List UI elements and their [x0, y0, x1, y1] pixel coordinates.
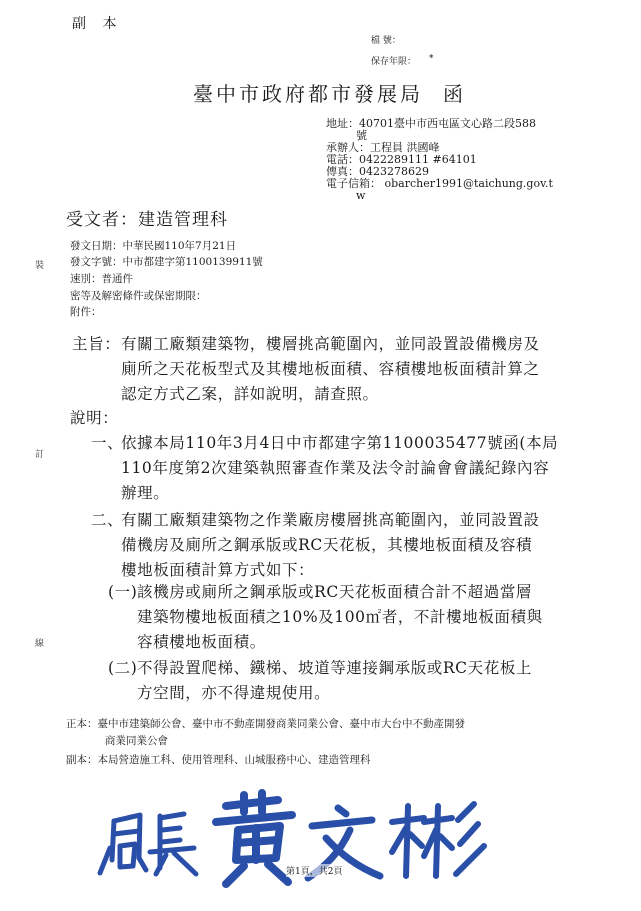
delivery-speed: 速別：普通件: [70, 273, 133, 285]
item-2-line: 樓地板面積計算方式如下：: [121, 561, 315, 579]
email-line-2: w: [356, 189, 366, 202]
signature-char-chang: [150, 814, 196, 874]
subject-line: 廁所之天花板型式及其樓地板面積、容積樓地板面積計算之: [121, 360, 540, 378]
signature-char-bin: [392, 804, 484, 876]
sub-item-2-line: 不得設置爬梯、鐵梯、坡道等連接鋼承版或RC天花板上: [137, 659, 533, 677]
copy-recipients: 副本：本局營造施工科、使用管理科、山城服務中心、建造管理科: [66, 754, 371, 766]
sub-item-1-line: 該機房或廁所之鋼承版或RC天花板面積合計不超過當層: [137, 583, 533, 601]
recipient: 受文者：建造管理科: [66, 210, 228, 230]
binding-mark-top: 裝: [35, 261, 45, 271]
signature-char-ju: [100, 815, 146, 873]
subject-label: 主旨：: [72, 335, 121, 353]
item-1-line: 辦理。: [121, 484, 170, 502]
binding-mark-middle: 訂: [35, 450, 45, 460]
item-2-line: 有關工廠類建築物之作業廠房樓層挑高範圍內，並同設置設: [121, 511, 540, 529]
explanation-label: 說明：: [70, 409, 119, 427]
address-line-1: 地址：40701臺中市西屯區文心路二段588: [326, 117, 536, 130]
sub-item-1-marker: (一): [108, 583, 138, 601]
retention-label: 保存年限：: [371, 57, 417, 67]
sub-item-1-line: 容積樓地板面積。: [137, 633, 266, 651]
signature-char-huang: [216, 793, 292, 884]
handler: 承辦人：工程員 洪國峰: [326, 141, 440, 154]
item-2-line: 備機房及廁所之鋼承版或RC天花板，其樓地板面積及容積: [121, 536, 533, 554]
attachment: 附件：: [70, 306, 102, 318]
secrecy-level: 密等及解密條件或保密期限：: [70, 290, 207, 302]
item-1-line: 依據本局110年3月4日中市都建字第1100035477號函(本局: [121, 434, 559, 452]
file-number-label: 檔 號：: [371, 36, 401, 46]
email-line-1: 電子信箱： obarcher1991@taichung.gov.t: [326, 177, 553, 190]
issue-date: 發文日期：中華民國110年7月21日: [70, 240, 237, 252]
original-recipients: 正本：臺中市建築師公會、臺中市不動產開發商業同業公會、臺中市大台中不動產開發: [66, 718, 465, 730]
page-number: 第1頁，共2頁: [286, 864, 342, 877]
copy-mark: 副 本: [72, 16, 123, 32]
sub-item-1-line: 建築物樓地板面積之10%及100㎡者，不計樓地板面積與: [137, 608, 543, 626]
item-1-marker: 一、: [91, 434, 124, 452]
document-type: 函: [443, 82, 466, 106]
binding-mark-bottom: 線: [35, 639, 45, 649]
item-2-marker: 二、: [91, 511, 124, 529]
original-recipients-cont: 商業同業公會: [105, 735, 168, 747]
address-line-2: 號: [356, 129, 367, 142]
item-1-line: 110年度第2次建築執照審查作業及法令討論會會議紀錄內容: [121, 459, 550, 477]
subject-line: 認定方式乙案，詳如說明，請查照。: [121, 385, 379, 403]
fax: 傳真：0423278629: [326, 165, 429, 178]
phone: 電話：0422289111 #64101: [326, 153, 477, 166]
agency-name: 臺中市政府都市發展局: [193, 82, 423, 106]
sub-item-2-line: 方空間，亦不得違規使用。: [137, 684, 331, 702]
sub-item-2-marker: (二): [108, 659, 138, 677]
retention-value: *: [429, 54, 434, 64]
issue-number: 發文字號：中市都建字第1100139911號: [70, 256, 263, 268]
subject-line: 有關工廠類建築物，樓層挑高範圍內，並同設置設備機房及: [121, 335, 540, 353]
